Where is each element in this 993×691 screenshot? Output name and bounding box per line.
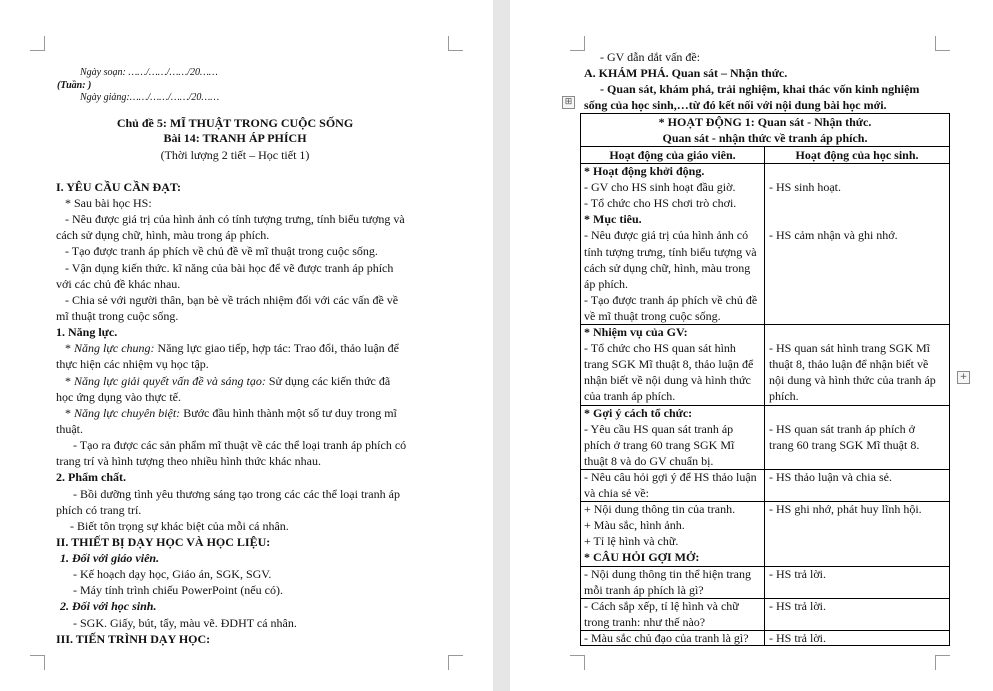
- teacher-activity-line: mỗi tranh áp phích là gì?: [584, 582, 704, 597]
- lesson-duration: (Thời lượng 2 tiết – Học tiết 1): [160, 148, 310, 162]
- table-column-divider: [764, 146, 765, 645]
- body-line: mĩ thuật trong cuộc sống.: [56, 309, 179, 323]
- teacher-activity-line: * Nhiệm vụ của GV:: [584, 325, 688, 339]
- teacher-activity-line: trong tranh: như thế nào?: [584, 614, 706, 629]
- student-activity-line: nội dung và hình thức của tranh áp: [769, 373, 936, 388]
- crop-mark: [448, 36, 463, 51]
- subheading: 1. Đối với giáo viên.: [60, 551, 160, 565]
- teacher-activity-line: - Nêu được giá trị của hình ảnh có: [584, 228, 749, 243]
- topic-title: Chủ đề 5: MĨ THUẬT TRONG CUỘC SỐNG: [116, 116, 354, 130]
- student-activity-line: - HS trả lời.: [769, 598, 827, 613]
- lesson-title: Bài 14: TRANH ÁP PHÍCH: [163, 131, 307, 145]
- body-line: thuật.: [56, 422, 83, 436]
- add-column-icon[interactable]: +: [957, 371, 970, 384]
- teacher-activity-line: * Hoạt động khởi động.: [584, 164, 705, 178]
- body-line: phích có trang trí.: [56, 503, 142, 517]
- body-line: - Tạo ra được các sản phẩm mĩ thuật về các thể loại tranh áp phích có: [73, 438, 407, 452]
- teacher-activity-line: * CÂU HỎI GỢI MỞ:: [584, 550, 700, 565]
- teacher-activity-line: trang SGK Mĩ thuật 8, thảo luận để: [584, 357, 754, 372]
- table-row-divider: [581, 405, 949, 406]
- intro-line: - GV dẫn dắt vấn đề:: [600, 50, 701, 64]
- teacher-activity-line: cách sử dụng chữ, hình, màu trong: [584, 260, 751, 275]
- crop-mark: [570, 655, 585, 670]
- teacher-activity-line: phích ở trang 60 trang SGK Mĩ: [584, 437, 735, 452]
- section-heading: II. THIẾT BỊ DẠY HỌC VÀ HỌC LIỆU:: [56, 535, 271, 549]
- teacher-activity-line: và chia sẻ về:: [584, 486, 649, 500]
- body-line: - Biết tôn trọng sự khác biệt của mỗi cá nhân.: [70, 519, 289, 533]
- student-activity-line: - HS quan sát tranh áp phích ở: [769, 421, 915, 436]
- table-title: * HOẠT ĐỘNG 1: Quan sát - Nhận thức.: [658, 115, 872, 129]
- body-line: - Vận dụng kiến thức. kĩ năng của bài học để vẽ được tranh áp phích: [65, 261, 394, 275]
- body-line: - Chia sẻ với người thân, bạn bè về trách nhiệm đối với các vấn đề về: [65, 293, 399, 307]
- body-line-italic: Năng lực chuyên biệt:: [74, 406, 181, 420]
- ngay-giang: Ngày giảng:……/……/……/20……: [80, 92, 220, 103]
- teacher-activity-line: của tranh áp phích.: [584, 389, 676, 404]
- student-activity-line: - HS sinh hoạt.: [769, 180, 841, 195]
- teacher-activity-line: + Tỉ lệ hình và chữ.: [584, 534, 679, 549]
- col-header-teacher: Hoạt động của giáo viên.: [609, 148, 736, 162]
- student-activity-line: - HS trả lời.: [769, 630, 827, 645]
- teacher-activity-line: - Tạo được tranh áp phích về chủ đề: [584, 292, 758, 307]
- crop-mark: [448, 655, 463, 670]
- teacher-activity-line: - Nêu câu hỏi gợi ý để HS thảo luận: [584, 469, 757, 484]
- student-activity-line: phích.: [769, 389, 799, 404]
- table-move-handle-icon[interactable]: ⊞: [562, 96, 575, 109]
- teacher-activity-line: tính tượng trưng, tính biểu tượng và: [584, 244, 757, 259]
- body-line: * Năng lực chuyên biệt: Bước đầu hình thành một số tư duy trong mĩ: [65, 406, 397, 420]
- col-header-student: Hoạt động của học sinh.: [795, 148, 919, 162]
- body-line: * Năng lực giải quyết vấn đề và sáng tạo: Sử dụng các kiến thức đã: [65, 374, 391, 388]
- crop-mark: [30, 36, 45, 51]
- body-line-italic: Năng lực chung:: [74, 341, 155, 355]
- teacher-activity-line: nhận biết về nội dung và hình thức: [584, 373, 751, 388]
- student-activity-line: - HS trả lời.: [769, 566, 827, 581]
- teacher-activity-line: về mĩ thuật trong cuộc sống.: [584, 308, 721, 323]
- student-activity-line: - HS quan sát hình trang SGK Mĩ: [769, 341, 930, 356]
- student-activity-line: trang 60 trang SGK Mĩ thuật 8.: [769, 437, 920, 452]
- teacher-activity-line: - Yêu cầu HS quan sát tranh áp: [584, 421, 734, 436]
- body-line: thực hiện các nhiệm vụ học tập.: [56, 357, 209, 371]
- section-heading: III. TIẾN TRÌNH DẠY HỌC:: [56, 632, 211, 646]
- body-line-text: Năng lực giao tiếp, hợp tác: Trao đổi, thảo luận để: [157, 341, 400, 355]
- section-heading: I. YÊU CẦU CẦN ĐẠT:: [56, 180, 181, 194]
- body-line: cách sử dụng chữ, hình, màu trong áp phích.: [56, 228, 270, 242]
- teacher-activity-line: thuật 8 và do GV chuẩn bị.: [584, 453, 714, 468]
- body-line: với các chủ đề khác nhau.: [56, 277, 181, 291]
- teacher-activity-line: - Màu sắc chủ đạo của tranh là gì?: [584, 630, 749, 645]
- body-line: - SGK. Giấy, bút, tẩy, màu vẽ. ĐDHT cá nhân.: [73, 616, 297, 630]
- body-line: - Tạo được tranh áp phích về chủ đề về mĩ thuật trong cuộc sống.: [65, 244, 378, 258]
- student-activity-line: - HS cảm nhận và ghi nhớ.: [769, 228, 898, 243]
- teacher-activity-line: - Nội dung thông tin thể hiện trang: [584, 566, 751, 581]
- intro-line: - Quan sát, khám phá, trải nghiệm, khai thác vốn kinh nghiệm: [600, 82, 920, 96]
- teacher-activity-line: + Nội dung thông tin của tranh.: [584, 502, 736, 517]
- subheading: 2. Đối với học sinh.: [60, 599, 157, 613]
- ngay-soan: Ngày soạn: ……/……/……/20……: [80, 67, 218, 78]
- student-activity-line: - HS thảo luận và chia sẻ.: [769, 469, 892, 484]
- table-row-divider: [581, 324, 949, 325]
- table-subtitle: Quan sát - nhận thức về tranh áp phích.: [662, 131, 868, 145]
- student-activity-line: thuật 8, thảo luận để nhận biết về: [769, 357, 929, 372]
- crop-mark: [30, 655, 45, 670]
- body-line-italic: Năng lực giải quyết vấn đề và sáng tạo:: [74, 374, 266, 388]
- body-line: học ứng dụng vào thực tế.: [56, 390, 181, 404]
- teacher-activity-line: - Tổ chức cho HS chơi trò chơi.: [584, 196, 737, 211]
- body-line: * Sau bài học HS:: [65, 196, 152, 210]
- teacher-activity-line: * Gợi ý cách tổ chức:: [584, 405, 693, 420]
- crop-mark: [570, 36, 585, 51]
- teacher-activity-line: * Mục tiêu.: [584, 212, 642, 227]
- teacher-activity-line: - GV cho HS sinh hoạt đầu giờ.: [584, 180, 736, 195]
- crop-mark: [935, 36, 950, 51]
- body-line: - Bồi dưỡng tình yêu thương sáng tạo trong các các thể loại tranh áp: [73, 487, 400, 501]
- table-rule: [581, 146, 949, 147]
- body-line: trang trí và hình tượng theo nhiều hình thức khác nhau.: [56, 454, 321, 468]
- table-row-divider: [581, 630, 949, 631]
- table-row-divider: [581, 469, 949, 470]
- table-row-divider: [581, 566, 949, 567]
- document-page-left: [0, 0, 493, 691]
- body-line: - Nêu được giá trị của hình ảnh có tính tượng trưng, tính biểu tượng và: [65, 212, 405, 226]
- body-line: * Năng lực chung: Năng lực giao tiếp, hợp tác: Trao đổi, thảo luận để: [65, 341, 400, 355]
- student-activity-line: - HS ghi nhớ, phát huy lĩnh hội.: [769, 502, 922, 517]
- teacher-activity-line: - Tổ chức cho HS quan sát hình: [584, 341, 736, 356]
- body-line-text: Bước đầu hình thành một số tư duy trong mĩ: [183, 406, 397, 420]
- crop-mark: [935, 655, 950, 670]
- page-gap: [493, 0, 510, 691]
- subheading: 2. Phẩm chất.: [56, 470, 126, 484]
- body-line-text: Sử dụng các kiến thức đã: [268, 374, 391, 388]
- teacher-activity-line: áp phích.: [584, 276, 628, 291]
- table-row-divider: [581, 598, 949, 599]
- tuan: (Tuần: ): [57, 80, 92, 91]
- intro-heading: A. KHÁM PHÁ. Quan sát – Nhận thức.: [584, 66, 788, 80]
- subheading: 1. Năng lực.: [56, 325, 118, 339]
- body-line: - Kế hoạch dạy học, Giáo án, SGK, SGV.: [73, 567, 272, 581]
- lesson-table[interactable]: [580, 113, 950, 646]
- body-line: - Máy tính trình chiếu PowerPoint (nếu có).: [73, 583, 283, 597]
- intro-line: sống của học sinh,…từ đó kết nối với nội dung bài học mới.: [584, 98, 887, 112]
- teacher-activity-line: - Cách sắp xếp, tỉ lệ hình và chữ: [584, 598, 739, 613]
- teacher-activity-line: + Màu sắc, hình ảnh.: [584, 518, 685, 533]
